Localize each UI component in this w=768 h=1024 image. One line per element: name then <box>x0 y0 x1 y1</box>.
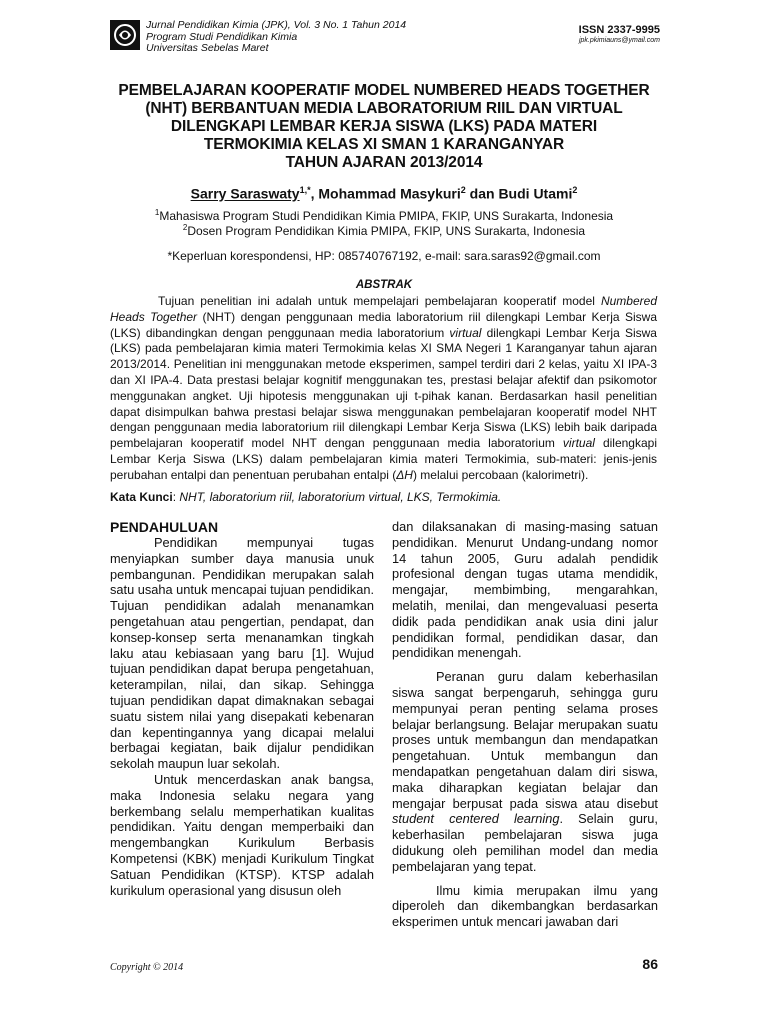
body-text: . Selain guru, keberhasilan pembelajaran siswa juga didukung oleh pemilihan model dan media pembelajaran yang tepat. <box>392 811 658 874</box>
body-paragraph: Ilmu kimia merupakan ilmu yang diperoleh dan dikembangkan berdasarkan eksperimen untuk mencari jawaban dari <box>392 882 658 930</box>
abstract-part: dilengkapi Lembar Kerja Siswa (LKS) pada pembelajaran kimia materi Termokimia kelas XI SMA Negeri 1 Karanganyar tahun ajaran 2013/2014. Penelitian ini menggunakan metode eksperimen, sampel terdiri dari 2 kelas, yaitu XI IPA-3 dan XI IPA-4. Data prestasi belajar kognitif menggunakan tes, prestasi belajar afektif dan psikomotor menggunakan angket. Uji hipotesis menggunakan uji t-pihak kanan. Berdasarkan hasil penelitian dapat disimpulkan bahwa prestasi belajar siswa menggunakan pembelajaran kooperatif model NHT dengan penggunaan media laboratorium riil dilengkapi Lembar Kerja Siswa (LKS) lebih baik daripada pembelajaran kooperatif model NHT dengan penggunaan media laboratorium <box>110 325 657 451</box>
affiliation-2 <box>108 221 660 239</box>
journal-email: jpk.pkimiauns@ymail.com <box>578 37 660 44</box>
title-line: TAHUN AJARAN 2013/2014 <box>285 154 483 171</box>
issn-label: ISSN 2337-9995 <box>578 24 660 36</box>
abstract-italic: virtual <box>562 436 595 451</box>
body-italic: student centered learning <box>392 811 560 827</box>
affiliation-1-sup: 1 <box>154 208 160 217</box>
keywords-label: Kata Kunci <box>110 490 173 504</box>
author-1: Sarry Saraswaty <box>190 185 300 202</box>
affiliation-2-text: Dosen Program Pendidikan Kimia PMIPA, FKIP, UNS Surakarta, Indonesia <box>187 224 586 238</box>
journal-name: Jurnal Pendidikan Kimia (JPK), Vol. 3 No. 1 Tahun 2014 <box>146 19 407 31</box>
affiliation-1-text: Mahasiswa Program Studi Pendidikan Kimia PMIPA, FKIP, UNS Surakarta, Indonesia <box>159 209 614 223</box>
keywords-text: NHT, laboratorium riil, laboratorium virtual, LKS, Termokimia. <box>179 490 502 504</box>
author-list <box>108 185 660 202</box>
abstract-italic: Numbered Heads Together <box>110 294 657 324</box>
abstract-italic: virtual <box>449 325 482 340</box>
affiliation-2-sup: 2 <box>182 223 188 232</box>
copyright-footer: Copyright © 2014 <box>110 962 184 973</box>
keywords <box>110 490 660 504</box>
title-line: TERMOKIMIA KELAS XI SMAN 1 KARANGANYAR <box>203 136 565 153</box>
journal-logo-icon <box>110 20 140 50</box>
abstract-part: Tujuan penelitian ini adalah untuk mempelajari pembelajaran kooperatif model <box>158 294 601 308</box>
title-line: (NHT) BERBANTUAN MEDIA LABORATORIUM RIIL DAN VIRTUAL <box>145 100 623 117</box>
section-heading-pendahuluan: PENDAHULUAN <box>110 519 219 535</box>
body-paragraph: Pendidikan mempunyai tugas menyiapkan sumber daya manusia unuk pembangunan. Pendidikan merupakan salah satu usaha untuk mencapai tujuan pendidikan. Tujuan pendidikan adalah menanamkan pengetahuan atau pengertian, pendapat, dan konsep-konsep serta menanamkan tingkah laku atau kebiasaan yang baru [1]. Wujud tujuan pendidikan dapat berupa pengetahuan, keterampilan, nilai, dan sikap. Sehingga tujuan pendidikan dapat dimaknakan sebagai suatu sistem nilai yang disepakati kebenaran dan kepentingannya yang dicapai melalui berbagai kegiatan, baik dijalur pendidikan sekolah maupun luar sekolah. <box>110 535 374 772</box>
author-3: dan Budi Utami <box>465 185 573 202</box>
body-column-left <box>110 519 374 898</box>
page-number: 86 <box>642 956 658 972</box>
body-column-right <box>392 519 658 930</box>
title-line: PEMBELAJARAN KOOPERATIF MODEL NUMBERED HEADS TOGETHER <box>118 82 650 99</box>
author-3-sup: 2 <box>572 185 578 195</box>
body-paragraph: dan dilaksanakan di masing-masing satuan pendidikan. Menurut Undang-undang nomor 14 tahun 2005, Guru adalah pendidik profesional dengan tugas utama mendidik, mengajar, membimbing, mengarahkan, melatih, menilai, dan mengevaluasi peserta didik pada pendidikan anak usia dini jalur pendidikan formal, pendidikan dasar, dan pendidikan menengah. <box>392 519 658 661</box>
author-2-sup: 2 <box>460 185 466 195</box>
body-paragraph <box>392 669 658 874</box>
abstract-part: (NHT) dengan penggunaan media laboratorium riil dilengkapi Lembar Kerja Siswa (LKS) dibandingkan dengan penggunaan media laboratorium <box>110 309 658 340</box>
journal-header <box>146 20 406 55</box>
correspondence-note: *Keperluan korespondensi, HP: 085740767192, e-mail: sara.saras92@gmail.com <box>167 249 601 263</box>
delta-h-symbol: ΔH <box>396 467 413 482</box>
abstract-part: dilengkapi Lembar Kerja Siswa (LKS) dalam pembelajaran kimia materi Termokimia, sub-materi: jenis-jenis perubahan entalpi dan penentuan perubahan entalpi ( <box>110 436 657 482</box>
body-text: Peranan guru dalam keberhasilan siswa sangat berpengaruh, sehingga guru mempunyai peran penting selama proses belajar berlangsung. Belajar merupakan suatu proses untuk membangun dan mendapatkan pengetahuan. Untuk membangun dan mendapatkan pengetahuan dalam diri siswa, maka diharapkan kegiatan belajar dan mengajar berpusat pada siswa atau disebut <box>392 669 658 811</box>
keywords-sep: : <box>172 490 180 504</box>
abstract-text <box>110 294 657 484</box>
journal-university: Universitas Sebelas Maret <box>146 42 269 54</box>
journal-program: Program Studi Pendidikan Kimia <box>146 30 298 43</box>
abstract-heading: ABSTRAK <box>355 279 413 291</box>
paper-title <box>108 82 660 172</box>
author-2: , Mohammad Masykuri <box>310 185 461 202</box>
abstract-part: ) melalui percobaan (kalorimetri). <box>412 467 589 482</box>
body-paragraph: Untuk mencerdaskan anak bangsa, maka Indonesia selaku negara yang berkembang selalu memperhatikan kualitas pendidikan. Yaitu dengan memperbaiki dan mengembangkan Kurikulum Berbasis Kompetensi (KBK) menjadi Kurikulum Tingkat Satuan Pendidikan (KTSP). KTSP adalah kurikulum operasional yang disusun oleh <box>110 771 374 898</box>
title-line: DILENGKAPI LEMBAR KERJA SISWA (LKS) PADA MATERI <box>170 118 598 135</box>
author-1-sup: 1,* <box>299 185 311 195</box>
